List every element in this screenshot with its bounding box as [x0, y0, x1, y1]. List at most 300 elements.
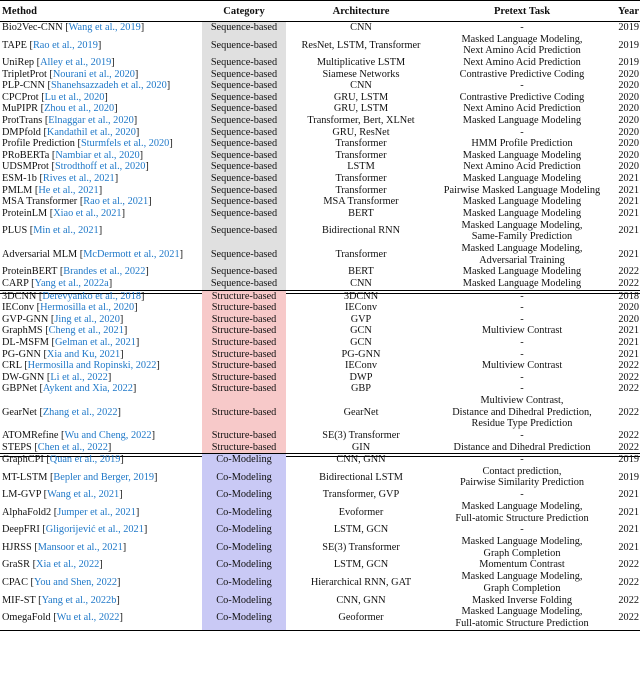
- pretext-task-cell: Masked Language Modeling: [462, 266, 582, 278]
- table-row: [0, 395, 640, 430]
- architecture-cell: LSTM, GCN: [333, 524, 389, 536]
- architecture-cell: Bidirectional LSTM: [319, 471, 403, 483]
- method-name: ProteinBERT: [2, 266, 58, 278]
- table-row: [0, 383, 640, 395]
- category-label: Structure-based: [202, 291, 286, 303]
- category-label: Structure-based: [202, 302, 286, 314]
- category-cell: [198, 243, 290, 267]
- category-cell: [198, 501, 290, 525]
- table-row: [0, 80, 640, 92]
- citation-link[interactable]: Rives et al., 2021: [42, 173, 115, 185]
- table-row: [0, 138, 640, 150]
- category-cell: [198, 115, 290, 127]
- pretext-task-cell: -: [432, 454, 612, 466]
- method-cell: MSA Transformer [Rao et al., 2021]: [2, 196, 152, 208]
- category-cell: [198, 489, 290, 501]
- citation-link[interactable]: Rao et al., 2019: [32, 39, 98, 51]
- architecture-cell: Evoformer: [338, 506, 384, 518]
- header-year: Year: [612, 1, 640, 22]
- architecture-cell: CNN: [350, 278, 372, 289]
- category-cell: [198, 92, 290, 104]
- pretext-task-cell: Masked Language Modeling, Same-Family Prediction: [461, 219, 583, 243]
- method-cell: DMPfold [Kandathil et al., 2020]: [2, 126, 140, 138]
- method-cell: DL-MSFM [Gelman et al., 2021]: [2, 336, 140, 348]
- table-row: [0, 34, 640, 58]
- method-cell: GVP-GNN [Jing et al., 2020]: [2, 313, 124, 325]
- citation-link[interactable]: Derevyanko et al., 2018: [42, 290, 141, 302]
- category-label: Structure-based: [202, 360, 286, 372]
- method-name: MSA Transformer: [2, 196, 78, 208]
- citation-link[interactable]: Alley et al., 2019: [40, 57, 112, 69]
- table-row: [0, 536, 640, 560]
- category-label: Structure-based: [202, 372, 286, 384]
- category-label: Sequence-based: [202, 196, 286, 208]
- method-cell: HJRSS [Mansoor et al., 2021]: [2, 541, 127, 553]
- architecture-cell: SE(3) Transformer: [322, 541, 400, 553]
- table-row: [0, 173, 640, 185]
- citation-link[interactable]: Bepler and Berger, 2019: [53, 471, 155, 483]
- year-cell: 2021: [618, 325, 639, 337]
- method-cell: DeepFRI [Gligorijević et al., 2021]: [2, 524, 148, 536]
- category-label: Co-Modeling: [202, 571, 286, 595]
- category-label: Structure-based: [202, 442, 286, 454]
- year-cell: 2021: [618, 489, 639, 501]
- citation-link[interactable]: Wang et al., 2019: [68, 22, 141, 33]
- method-name: PG-GNN: [2, 348, 41, 360]
- citation-link[interactable]: Wu and Cheng, 2022: [64, 429, 152, 441]
- year-cell: 2022: [618, 559, 639, 571]
- category-label: Sequence-based: [202, 173, 286, 185]
- category-label: Structure-based: [202, 383, 286, 395]
- method-cell: Adversarial MLM [McDermott et al., 2021]: [2, 248, 184, 260]
- category-label: Co-Modeling: [202, 536, 286, 560]
- pretext-task-cell: -: [520, 489, 524, 501]
- pretext-task-cell: Pairwise Masked Language Modeling: [443, 184, 601, 196]
- year-cell: 2022: [618, 406, 639, 418]
- architecture-cell: GBP: [350, 383, 372, 395]
- method-cell: STEPS [Chen et al., 2022]: [2, 441, 112, 453]
- method-cell: PG-GNN [Xia and Ku, 2021]: [2, 348, 124, 360]
- method-name: STEPS: [2, 441, 32, 453]
- architecture-cell: GRU, ResNet: [332, 126, 390, 138]
- category-cell: [198, 185, 290, 197]
- method-cell: ProtTrans [Elnaggar et al., 2020]: [2, 115, 138, 127]
- method-cell: UniRep [Alley et al., 2019]: [2, 57, 115, 69]
- pretext-task-cell: -: [520, 80, 524, 92]
- architecture-cell: IEConv: [344, 302, 378, 314]
- citation-link[interactable]: Cheng et al., 2021: [48, 325, 124, 337]
- method-name: AlphaFold2: [2, 506, 52, 518]
- method-name: MuPIPR: [2, 103, 39, 115]
- year-cell: 2022: [618, 371, 639, 383]
- pretext-task-cell: Masked Language Modeling: [462, 149, 582, 161]
- category-cell: [198, 127, 290, 139]
- architecture-cell: Transformer: [335, 184, 387, 196]
- method-name: ESM-1b: [2, 173, 37, 185]
- category-label: Co-Modeling: [202, 466, 286, 490]
- table-row: [0, 337, 640, 349]
- method-name: PRoBERTa: [2, 149, 50, 161]
- category-label: Sequence-based: [202, 243, 286, 267]
- citation-link[interactable]: Xia and Ku, 2021: [46, 348, 121, 360]
- category-cell: [198, 383, 290, 395]
- table-row: [0, 571, 640, 595]
- architecture-cell: Hierarchical RNN, GAT: [310, 576, 412, 588]
- pretext-task-cell: Masked Inverse Folding: [471, 594, 573, 606]
- year-cell: 2021: [618, 248, 639, 260]
- method-cell: OmegaFold [Wu et al., 2022]: [0, 606, 198, 630]
- table-row: [0, 290, 640, 302]
- citation-link[interactable]: Zhou et al., 2020: [44, 103, 115, 115]
- pretext-task-cell: HMM Profile Prediction: [471, 138, 573, 150]
- method-name: ProtTrans: [2, 115, 43, 127]
- year-cell: 2019: [618, 471, 639, 483]
- year-cell: 2019: [618, 39, 639, 51]
- architecture-cell: BERT: [348, 207, 374, 219]
- method-name: Profile Prediction: [2, 138, 75, 150]
- architecture-cell: CNN: [350, 80, 372, 92]
- pretext-task-cell: -: [520, 302, 524, 314]
- method-name: OmegaFold: [2, 612, 51, 624]
- pretext-task-cell: -: [520, 524, 524, 536]
- year-cell: 2020: [618, 138, 639, 150]
- category-cell: [198, 69, 290, 81]
- category-cell: [198, 606, 290, 630]
- pretext-task-cell: Distance and Dihedral Prediction: [453, 441, 591, 453]
- category-label: Structure-based: [202, 325, 286, 337]
- category-cell: [198, 430, 290, 442]
- method-name: LM-GVP: [2, 489, 42, 501]
- pretext-task-cell: Masked Language Modeling: [462, 173, 582, 185]
- citation-link[interactable]: Sturmfels et al., 2020: [80, 138, 170, 150]
- method-name: CRL: [2, 360, 22, 372]
- table-row: [0, 208, 640, 220]
- pretext-task-cell: Masked Language Modeling, Graph Completion: [461, 536, 583, 559]
- category-cell: [198, 34, 290, 58]
- method-name: CPAC: [2, 576, 28, 588]
- year-cell: 2021: [618, 336, 639, 348]
- method-name: DeepFRI: [2, 524, 40, 536]
- method-name: Bio2Vec-CNN: [2, 22, 63, 33]
- category-label: Co-Modeling: [202, 489, 286, 501]
- pretext-task-cell: -: [432, 290, 612, 302]
- category-label: Sequence-based: [202, 92, 286, 104]
- method-name: PLP-CNN: [2, 80, 45, 92]
- method-cell: CRL [Hermosilla and Ropinski, 2022]: [2, 360, 160, 372]
- pretext-task-cell: Next Amino Acid Prediction: [463, 57, 581, 69]
- pretext-task-cell: Contact prediction, Pairwise Similarity Prediction: [459, 465, 585, 489]
- category-label: Sequence-based: [202, 103, 286, 115]
- method-cell: ESM-1b [Rives et al., 2021]: [2, 173, 119, 185]
- category-cell: [198, 337, 290, 349]
- citation-link[interactable]: Elnaggar et al., 2020: [48, 115, 134, 127]
- citation-link[interactable]: Hermosilla et al., 2020: [40, 302, 135, 314]
- citation-link[interactable]: Nourani et al., 2020: [52, 68, 135, 80]
- method-cell: ATOMRefine [Wu and Cheng, 2022]: [2, 429, 155, 441]
- header-category: Category: [198, 1, 290, 22]
- method-cell: MIF-ST [Yang et al., 2022b]: [2, 594, 120, 606]
- method-cell: LM-GVP [Wang et al., 2021]: [2, 489, 123, 501]
- table-row: [0, 161, 640, 173]
- architecture-cell: DWP: [349, 371, 373, 383]
- method-name: UniRep: [2, 57, 35, 69]
- pretext-task-cell: Next Amino Acid Prediction: [463, 103, 581, 115]
- category-cell: [198, 372, 290, 384]
- architecture-cell: 3DCNN: [290, 290, 432, 302]
- citation-link[interactable]: Xiao et al., 2021: [53, 207, 122, 219]
- citation-link[interactable]: Gelman et al., 2021: [54, 336, 136, 348]
- method-cell: PLP-CNN [Shanehsazzadeh et al., 2020]: [2, 80, 171, 92]
- table-row: [0, 185, 640, 197]
- category-cell: [198, 173, 290, 185]
- method-name: GraphCPI: [2, 454, 44, 466]
- citation-link[interactable]: Quan et al., 2019: [49, 454, 121, 466]
- architecture-cell: GearNet: [343, 406, 379, 418]
- year-cell: 2021: [618, 196, 639, 208]
- citation-link[interactable]: Jing et al., 2020: [54, 313, 120, 325]
- year-cell: 2021: [618, 184, 639, 196]
- category-label: Structure-based: [202, 349, 286, 361]
- category-label: Sequence-based: [202, 208, 286, 220]
- method-cell: AlphaFold2 [Jumper et al., 2021]: [2, 506, 140, 518]
- pretext-task-cell: -: [520, 371, 524, 383]
- method-cell: MuPIPR [Zhou et al., 2020]: [2, 103, 118, 115]
- category-label: Sequence-based: [202, 278, 286, 290]
- category-label: Co-Modeling: [202, 559, 286, 571]
- table-row: [0, 302, 640, 314]
- citation-link[interactable]: Xia et al., 2022: [36, 559, 100, 571]
- year-cell: 2021: [618, 541, 639, 553]
- method-name: PLUS: [2, 225, 28, 237]
- table-row: [0, 127, 640, 139]
- year-cell: 2020: [618, 103, 639, 115]
- citation-link[interactable]: Jumper et al., 2021: [57, 506, 136, 518]
- category-label: Sequence-based: [202, 161, 286, 173]
- category-cell: [198, 395, 290, 430]
- pretext-task-cell: -: [520, 383, 524, 395]
- method-cell: UDSMProt [Strodthoff et al., 2020]: [2, 161, 149, 173]
- method-cell: ProteinLM [Xiao et al., 2021]: [2, 207, 125, 219]
- category-label: Sequence-based: [202, 69, 286, 81]
- architecture-cell: Geoformer: [290, 606, 432, 630]
- method-cell: GraSR [Xia et al., 2022]: [2, 559, 103, 571]
- category-cell: [198, 80, 290, 92]
- method-name: DW-GNN: [2, 371, 45, 383]
- pretext-task-cell: -: [520, 126, 524, 138]
- architecture-cell: GCN: [350, 325, 372, 337]
- method-cell: Profile Prediction [Sturmfels et al., 2020]: [2, 138, 173, 150]
- category-cell: [198, 325, 290, 337]
- year-cell: 2020: [618, 126, 639, 138]
- method-name: Adversarial MLM: [2, 248, 78, 260]
- category-label: Sequence-based: [202, 57, 286, 69]
- category-cell: [198, 314, 290, 326]
- citation-link[interactable]: You and Shen, 2022: [33, 576, 118, 588]
- pretext-task-cell: -: [520, 429, 524, 441]
- method-name: ProteinLM: [2, 207, 48, 219]
- method-name: DL-MSFM: [2, 336, 49, 348]
- category-cell: [198, 196, 290, 208]
- category-cell: [198, 278, 290, 290]
- method-name: TAPE: [2, 39, 27, 51]
- method-cell: TAPE [Rao et al., 2019]: [2, 39, 102, 51]
- architecture-cell: GRU, LSTM: [333, 103, 389, 115]
- year-cell: 2021: [618, 207, 639, 219]
- year-cell: 2021: [618, 506, 639, 518]
- category-cell: [198, 22, 290, 34]
- citation-link[interactable]: Chen et al., 2022: [37, 441, 108, 453]
- category-cell: [198, 302, 290, 314]
- table-row: [0, 115, 640, 127]
- pretext-task-cell: Masked Language Modeling: [462, 278, 582, 289]
- method-cell: IEConv [Hermosilla et al., 2020]: [2, 302, 138, 314]
- category-label: Co-Modeling: [202, 501, 286, 525]
- pretext-task-cell: -: [520, 22, 524, 33]
- architecture-cell: LSTM, GCN: [333, 559, 389, 571]
- year-cell: 2020: [618, 302, 639, 314]
- citation-link[interactable]: Shanehsazzadeh et al., 2020: [50, 80, 167, 92]
- architecture-cell: GIN: [351, 441, 371, 453]
- table-row: [0, 150, 640, 162]
- architecture-cell: CNN: [350, 22, 372, 33]
- method-name: GraSR: [2, 559, 31, 571]
- citation-link[interactable]: Yang et al., 2022b: [41, 594, 117, 606]
- header-row: [0, 1, 640, 22]
- table-row: [0, 466, 640, 490]
- citation-link[interactable]: Li et al., 2022: [50, 371, 108, 383]
- pretext-task-cell: -: [520, 348, 524, 360]
- year-cell: 2022: [618, 429, 639, 441]
- architecture-cell: Transformer: [335, 173, 387, 185]
- year-cell: 2020: [618, 313, 639, 325]
- year-cell: 2022: [618, 441, 639, 453]
- year-cell: 2020: [618, 115, 639, 127]
- architecture-cell: IEConv: [344, 360, 378, 372]
- citation-link[interactable]: Gligorijević et al., 2021: [45, 524, 144, 536]
- pretext-task-cell: Masked Language Modeling: [462, 207, 582, 219]
- method-name: IEConv: [2, 302, 35, 314]
- citation-link[interactable]: Wang et al., 2021: [47, 489, 120, 501]
- table-row: [0, 372, 640, 384]
- table-row: [0, 278, 640, 290]
- architecture-cell: Transformer: [335, 138, 387, 150]
- table-row: [0, 314, 640, 326]
- year-cell: 2022: [618, 278, 639, 289]
- method-name: TripletProt: [2, 68, 47, 80]
- year-cell: 2022: [618, 266, 639, 278]
- category-cell: [198, 536, 290, 560]
- citation-link[interactable]: Yang et al., 2022a: [34, 278, 109, 289]
- method-cell: ProteinBERT [Brandes et al., 2022]: [2, 266, 149, 278]
- category-cell: [198, 219, 290, 243]
- year-cell: 2021: [618, 348, 639, 360]
- citation-link[interactable]: McDermott et al., 2021: [83, 248, 180, 260]
- citation-link[interactable]: Hermosilla and Ropinski, 2022: [27, 360, 157, 372]
- pretext-task-cell: Next Amino Acid Prediction: [463, 161, 581, 173]
- category-label: Sequence-based: [202, 185, 286, 197]
- method-name: 3DCNN: [2, 290, 37, 302]
- method-name: MIF-ST: [2, 594, 36, 606]
- method-cell: TripletProt [Nourani et al., 2020]: [2, 68, 139, 80]
- architecture-cell: GRU, LSTM: [333, 91, 389, 103]
- year-cell: 2022: [618, 594, 639, 606]
- table-row: [0, 219, 640, 243]
- table-row: [0, 266, 640, 278]
- category-label: Structure-based: [202, 314, 286, 326]
- citation-link[interactable]: Kandathil et al., 2020: [46, 126, 136, 138]
- citation-link[interactable]: Rao et al., 2021: [83, 196, 149, 208]
- method-cell: Bio2Vec-CNN [Wang et al., 2019]: [2, 22, 145, 33]
- header-method: Method: [0, 1, 198, 22]
- method-cell: GraphMS [Cheng et al., 2021]: [2, 325, 128, 337]
- citation-link[interactable]: Nambiar et al., 2020: [55, 149, 140, 161]
- citation-link[interactable]: Brandes et al., 2022: [63, 266, 146, 278]
- method-cell: PRoBERTa [Nambiar et al., 2020]: [2, 149, 144, 161]
- method-name: PMLM: [2, 184, 33, 196]
- pretext-task-cell: Multiview Contrast: [481, 360, 563, 372]
- table-row: [0, 595, 640, 607]
- category-cell: [198, 208, 290, 220]
- citation-link[interactable]: Min et al., 2021: [33, 225, 99, 237]
- method-name: GVP-GNN: [2, 313, 49, 325]
- architecture-cell: MSA Transformer: [323, 196, 399, 208]
- pretext-task-cell: Masked Language Modeling, Full-atomic Structure Prediction: [455, 500, 589, 524]
- citation-link[interactable]: Wu et al., 2022: [56, 612, 120, 624]
- citation-link[interactable]: Strodthoff et al., 2020: [54, 161, 146, 173]
- year-cell: 2018: [612, 290, 640, 302]
- year-cell: 2022: [618, 383, 639, 395]
- year-cell: 2019: [618, 57, 639, 69]
- table-row: [0, 196, 640, 208]
- year-cell: 2022: [612, 606, 640, 630]
- citation-link[interactable]: Mansoor et al., 2021: [37, 541, 123, 553]
- architecture-cell: Transformer: [335, 149, 387, 161]
- category-label: Co-Modeling: [202, 606, 286, 630]
- pretext-task-cell: Masked Language Modeling: [462, 115, 582, 127]
- method-cell: MT-LSTM [Bepler and Berger, 2019]: [2, 471, 158, 483]
- table-row: [0, 22, 640, 34]
- category-label: Sequence-based: [202, 115, 286, 127]
- table-row: [0, 349, 640, 361]
- table-body: [0, 22, 640, 631]
- year-cell: 2022: [618, 360, 639, 372]
- category-cell: [198, 150, 290, 162]
- method-name: GearNet: [2, 406, 37, 418]
- method-cell: DW-GNN [Li et al., 2022]: [2, 371, 112, 383]
- category-cell: [198, 290, 290, 302]
- method-name: DMPfold: [2, 126, 41, 138]
- pretext-task-cell: -: [520, 336, 524, 348]
- pretext-task-cell: -: [520, 313, 524, 325]
- citation-link[interactable]: Aykent and Xia, 2022: [42, 383, 133, 395]
- method-cell: CPCProt [Lu et al., 2020]: [2, 91, 108, 103]
- table-row: [0, 103, 640, 115]
- year-cell: 2021: [618, 225, 639, 237]
- category-label: Sequence-based: [202, 150, 286, 162]
- category-label: Sequence-based: [202, 138, 286, 150]
- method-name: GraphMS: [2, 325, 43, 337]
- method-name: CARP: [2, 278, 29, 289]
- citation-link[interactable]: Lu et al., 2020: [44, 91, 105, 103]
- year-cell: 2021: [618, 173, 639, 185]
- method-cell: 3DCNN [Derevyanko et al., 2018]: [0, 290, 198, 302]
- table-row: [0, 57, 640, 69]
- method-name: CPCProt: [2, 91, 39, 103]
- citation-link[interactable]: Zhang et al., 2022: [42, 406, 118, 418]
- pretext-task-cell: Multiview Contrast: [481, 325, 563, 337]
- citation-link[interactable]: He et al., 2021: [38, 184, 99, 196]
- architecture-cell: CNN, GNN: [290, 454, 432, 466]
